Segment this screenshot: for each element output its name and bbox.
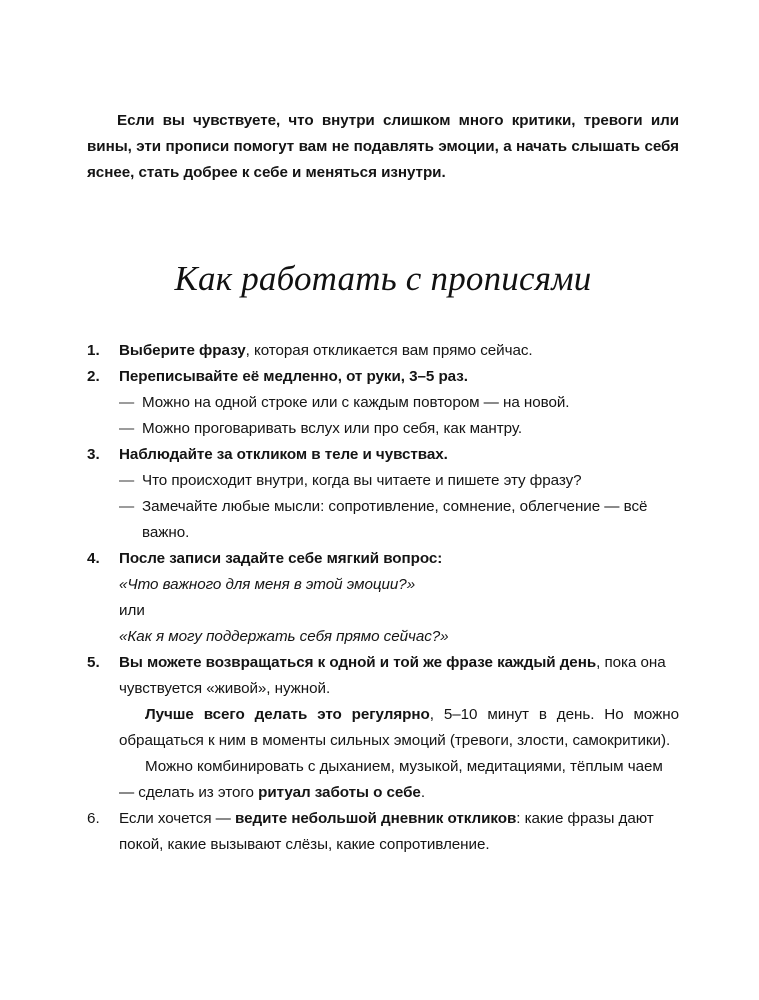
list-item-step-6 <box>87 806 679 858</box>
sublist-step-3 <box>119 468 679 546</box>
sublist-item-text: Можно на одной строке или с каждым повтором — на новой. <box>142 394 570 411</box>
step-5-para-2-strong: ритуал заботы о себе <box>258 784 421 801</box>
steps-list <box>87 338 679 858</box>
sublist-item <box>119 494 679 546</box>
page-title: Как работать с прописями <box>174 259 592 298</box>
step-5-paragraph-1 <box>119 702 679 754</box>
step-lead-1: Выберите фразу <box>119 342 246 359</box>
step-text-1 <box>119 338 679 364</box>
em-dash-bullet-icon: — <box>119 420 135 437</box>
step-rest-6: : какие фразы дают покой, какие вызывают слёзы, какие сопротивление. <box>119 810 654 853</box>
em-dash-bullet-icon: — <box>119 472 135 489</box>
step-rest-5: , пока она чувствуется «живой», нужной. <box>119 654 666 697</box>
step-number-3: 3. <box>87 446 100 463</box>
step-text-3 <box>119 442 679 468</box>
em-dash-bullet-icon: — <box>119 498 135 515</box>
step-number-4: 4. <box>87 550 100 567</box>
step-lead-3: Наблюдайте за откликом в теле и чувствах. <box>119 446 448 463</box>
sublist-item <box>119 468 679 494</box>
step-4-quote-first: «Что важного для меня в этой эмоции?» <box>119 576 416 593</box>
step-5-para-2-post: . <box>420 784 425 801</box>
step-number-5: 5. <box>87 654 100 671</box>
em-dash-bullet-icon: — <box>119 394 135 411</box>
step-text-6 <box>119 806 679 858</box>
sublist-item-text: Замечайте любые мысли: сопротивление, сомнение, облегчение — всё важно. <box>142 498 648 541</box>
sublist-item <box>119 416 679 442</box>
step-text-5 <box>119 650 679 702</box>
step-lead-6: ведите небольшой дневник откликов <box>235 810 517 827</box>
step-number-2: 2. <box>87 368 100 385</box>
intro-paragraph: Если вы чувствуете, что внутри слишком много критики, тревоги или вины, эти прописи помогут вам не подавлять эмоции, а начать слышать себя яснее, стать добрее к себе и меняться изнутри. <box>87 112 679 181</box>
step-number-6: 6. <box>87 810 100 827</box>
step-5-para-1-strong: Лучше всего делать это регулярно <box>145 706 430 723</box>
step-rest-1: , которая откликается вам прямо сейчас. <box>245 342 533 359</box>
sublist-item <box>119 390 679 416</box>
sublist-item-text: Можно проговаривать вслух или про себя, как мантру. <box>142 420 523 437</box>
step-4-quote-second: «Как я могу поддержать себя прямо сейчас?» <box>119 628 449 645</box>
list-item-step-3 <box>87 442 679 546</box>
step-text-2 <box>119 364 679 390</box>
sublist-item-text: Что происходит внутри, когда вы читаете и пишете эту фразу? <box>142 472 582 489</box>
step-text-4 <box>119 546 679 572</box>
step-number-1: 1. <box>87 342 100 359</box>
step-4-connector: или <box>119 602 145 619</box>
step-5-paragraph-2 <box>119 754 679 806</box>
step-lead-5: Вы можете возвращаться к одной и той же фразе каждый день <box>119 654 597 671</box>
step-5-para-1-rest: , 5–10 минут в день. Но можно обращаться к ним в моменты сильных эмоций (тревоги, злости, самокритики). <box>119 706 679 749</box>
list-item-step-4 <box>87 546 679 650</box>
step-lead-2: Переписывайте её медленно, от руки, 3–5 раз. <box>119 368 468 385</box>
sublist-step-2 <box>119 390 679 442</box>
step-lead-4: После записи задайте себе мягкий вопрос: <box>119 550 443 567</box>
document-content <box>87 108 679 858</box>
step-6-pre: Если хочется — <box>119 810 235 827</box>
list-item-step-1 <box>87 338 679 364</box>
list-item-step-5 <box>87 650 679 806</box>
step-5-para-2-pre: Можно комбинировать с дыханием, музыкой, медитациями, тёплым чаем — сделать из этого <box>119 758 663 801</box>
list-item-step-2 <box>87 364 679 442</box>
